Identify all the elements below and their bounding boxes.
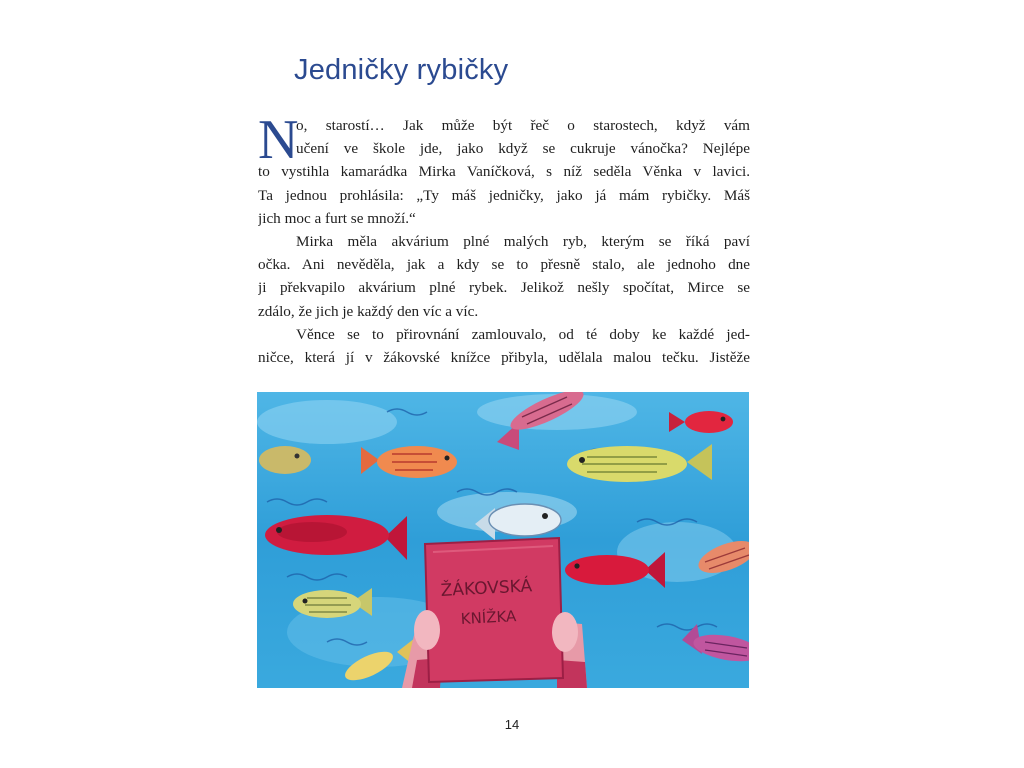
chapter-title: Jedničky rybičky [294,54,509,86]
text-line: o, starostí… Jak může být řeč o starostech, když vám [296,117,750,134]
text-line: to vystihla kamarádka Mirka Vaníčková, s níž seděla Věnka v lavici. [258,163,750,181]
book-title-line1: ŽÁKOVSKÁ [440,576,533,601]
fish-yellow-left [259,446,311,474]
text-line: očka. Ani nevěděla, jak a kdy se to přesně stalo, ale jednoho dne [258,256,750,274]
text-line: učení ve škole jde, jako když se cukruje vánočka? Nejlépe [296,140,750,158]
text-line: Mirka měla akvárium plné malých ryb, kterým se říká paví [296,232,750,250]
pupil-book [425,538,563,682]
drop-cap: N [258,109,299,171]
text-line: ji překvapilo akvárium plné rybek. Jelikož nešly spočítat, Mirce se [258,279,750,297]
text-line: Věnce se to přirovnání zamlouvalo, od té doby ke každé jed- [296,325,750,343]
text-line: zdálo, že jich je každý den víc a víc. [258,302,479,320]
book-title-line2: KNÍŽKA [460,607,517,628]
body-text [258,109,750,369]
text-line: Ta jednou prohlásila: „Ty máš jedničky, jako já mám rybičky. Máš [258,186,750,204]
text-line: jich moc a furt se množí.“ [258,209,416,227]
aquarium-illustration [257,392,749,688]
text-line: ničce, která jí v žákovské knížce přibyla, udělala malou tečku. Jistěže [258,348,750,366]
page-number: 14 [504,717,520,732]
